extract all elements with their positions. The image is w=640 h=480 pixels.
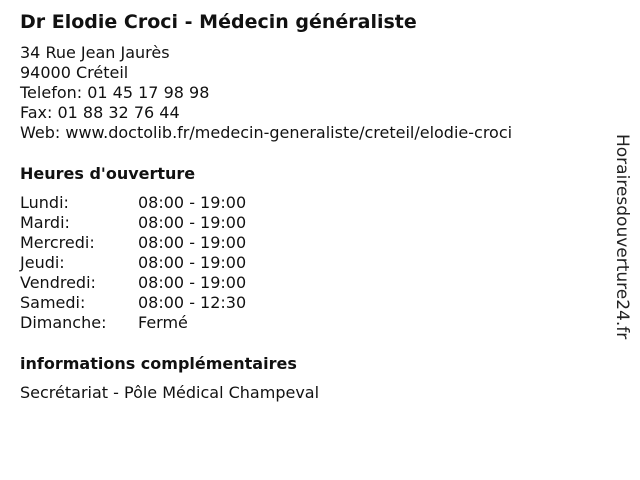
time-value: 08:00 - 19:00 <box>138 193 247 212</box>
day-label: Dimanche: <box>20 313 107 332</box>
street-address: 34 Rue Jean Jaurès <box>20 43 170 62</box>
opening-hours-table <box>20 193 246 333</box>
day-label: Mercredi: <box>20 233 95 252</box>
site-brand-watermark: Horairesdouverture24.fr <box>612 134 632 340</box>
time-value: 08:00 - 12:30 <box>138 293 247 312</box>
day-label: Vendredi: <box>20 273 96 292</box>
hours-row <box>20 313 246 333</box>
time-value: 08:00 - 19:00 <box>138 273 247 292</box>
time-value: 08:00 - 19:00 <box>138 233 247 252</box>
hours-row <box>20 233 246 253</box>
phone-number: Telefon: 01 45 17 98 98 <box>20 83 210 102</box>
time-value: Fermé <box>138 313 188 332</box>
city-address: 94000 Créteil <box>20 63 129 82</box>
opening-hours-heading: Heures d'ouverture <box>20 164 196 183</box>
day-label: Samedi: <box>20 293 86 312</box>
fax-number: Fax: 01 88 32 76 44 <box>20 103 180 122</box>
contact-block <box>20 43 512 143</box>
hours-row <box>20 293 246 313</box>
time-value: 08:00 - 19:00 <box>138 253 247 272</box>
day-label: Jeudi: <box>20 253 65 272</box>
hours-row <box>20 253 246 273</box>
time-value: 08:00 - 19:00 <box>138 213 247 232</box>
website-link[interactable]: Web: www.doctolib.fr/medecin-generaliste/creteil/elodie-croci <box>20 123 513 142</box>
additional-info-heading: informations complémentaires <box>20 354 297 373</box>
hours-row <box>20 193 246 213</box>
hours-row <box>20 273 246 293</box>
hours-row <box>20 213 246 233</box>
day-label: Mardi: <box>20 213 70 232</box>
page-title: Dr Elodie Croci - Médecin généraliste <box>20 11 417 33</box>
additional-info-text: Secrétariat - Pôle Médical Champeval <box>20 383 320 402</box>
day-label: Lundi: <box>20 193 69 212</box>
